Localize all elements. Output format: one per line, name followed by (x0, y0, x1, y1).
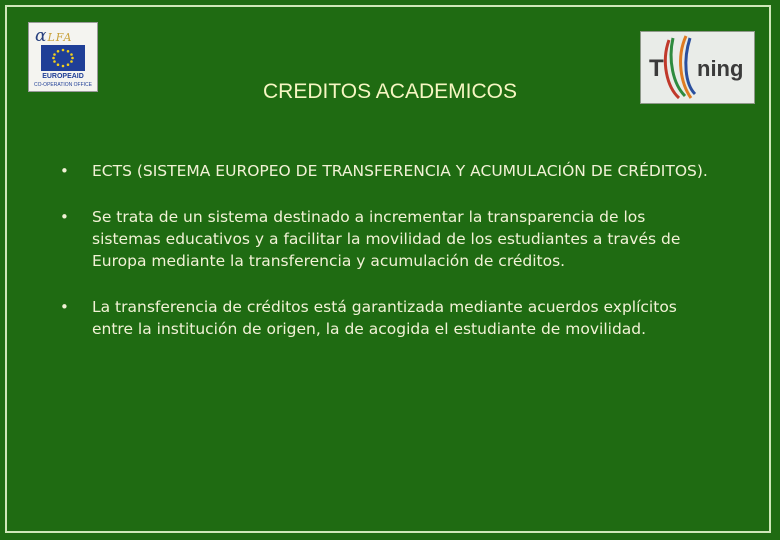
slide-title: CREDITOS ACADEMICOS (263, 80, 517, 103)
bullet-item (58, 160, 718, 182)
bullet-item (58, 206, 718, 272)
bullet-text: Se trata de un sistema destinado a incrementar la transparencia de los sistemas educativos y a facilitar la movilidad de los estudiantes a través de Europa mediante la transferencia y acumulación de créditos. (92, 208, 681, 270)
bullet-dot: • (60, 208, 69, 226)
europeaid-label: EUROPEAID (42, 73, 84, 80)
bullet-dot: • (60, 162, 69, 180)
bullet-dot: • (60, 298, 69, 316)
europeaid-sublabel: CO-OPERATION OFFICE (34, 82, 92, 88)
alfa-rest: LFA (47, 31, 73, 44)
bullet-list (58, 160, 718, 364)
alfa-alpha: α (35, 26, 48, 44)
tuning-logo (640, 31, 755, 104)
bullet-item (58, 296, 718, 340)
alfa-wordmark (35, 26, 93, 44)
alfa-logo (28, 22, 98, 92)
tuning-ning: ning (697, 56, 744, 81)
tuning-t: T (649, 55, 664, 82)
tuning-swoosh-icon (641, 32, 754, 103)
bullet-text: ECTS (SISTEMA EUROPEO DE TRANSFERENCIA Y ACUMULACIÓN DE CRÉDITOS). (92, 162, 708, 180)
eu-flag-icon (41, 45, 85, 71)
bullet-text: La transferencia de créditos está garantizada mediante acuerdos explícitos entre la institución de origen, la de acogida el estudiante de movilidad. (92, 298, 677, 338)
